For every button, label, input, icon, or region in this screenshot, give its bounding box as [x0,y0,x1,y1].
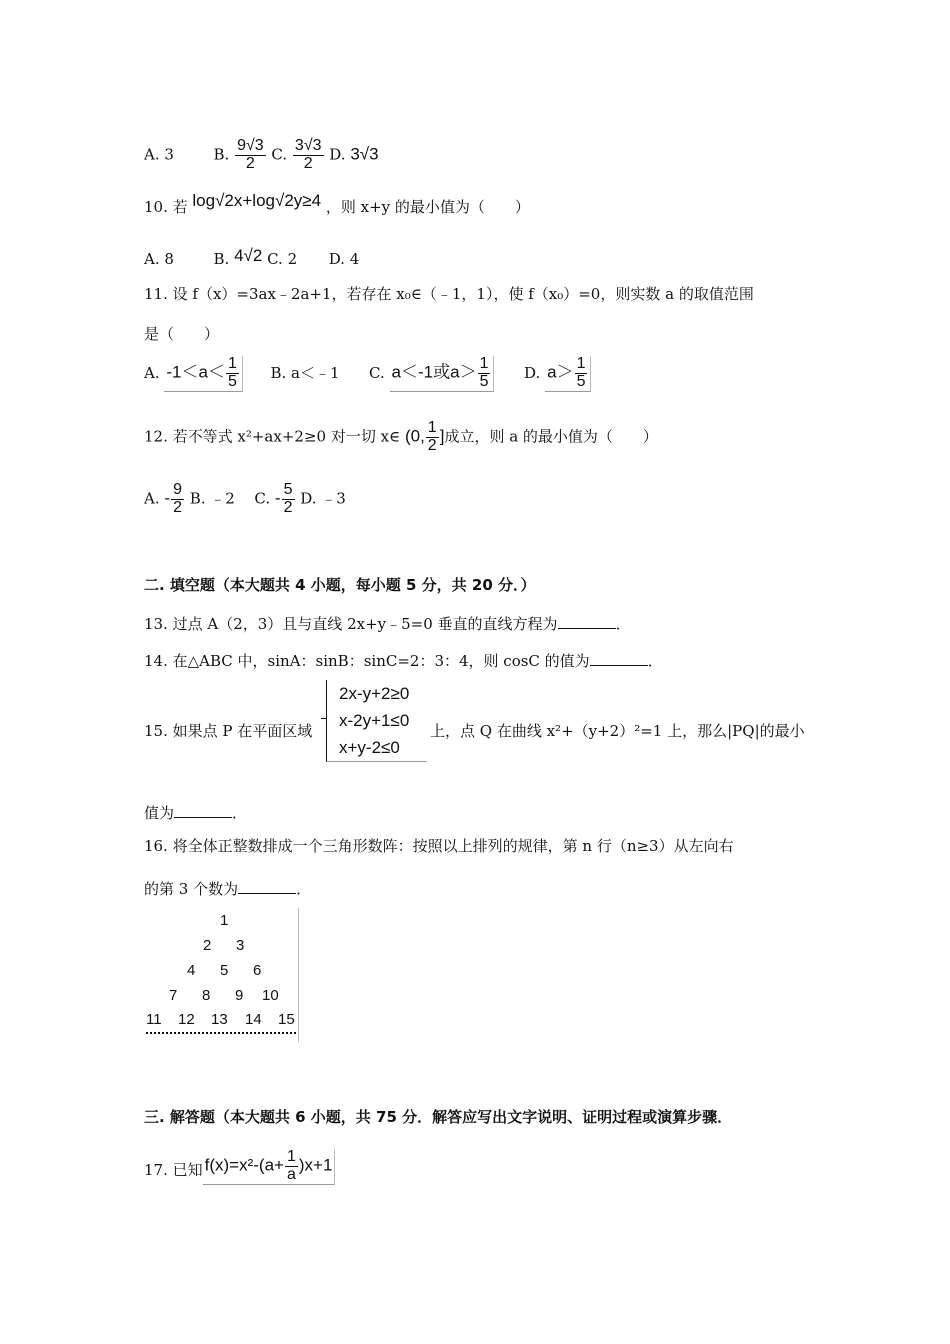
q9-option-a: A. 3 [144,145,174,164]
triangle-number: 5 [220,962,229,979]
q12-options [144,482,346,517]
q11-option-c-label: C. [369,363,385,382]
q9-option-b-fraction [235,138,266,173]
q10-option-b-label: B. [213,250,230,268]
q12-a-minus: - [164,488,171,508]
q15-line2 [144,803,247,821]
q14 [144,651,663,669]
q11-d-num: 1 [576,355,586,372]
q9-b-numerator: 9√3 [237,137,264,154]
q10-option-d: D. 4 [328,250,360,268]
triangle-number: 2 [203,937,212,954]
q12-interval-num: 1 [427,419,437,436]
q12-c-num: 5 [283,481,293,498]
q12-a-num: 9 [173,481,182,498]
triangle-number: 11 [146,1011,162,1028]
triangle-number: 8 [202,987,211,1004]
q11-option-b: B. a＜﹣1 [270,363,340,382]
q12-option-b: B. ﹣2 [189,489,235,508]
q12-stem [144,420,658,455]
q14-end: ． [647,652,663,670]
q12-option-c-label: C. [254,489,271,508]
triangle-number: 10 [262,987,279,1004]
q11-options [144,356,591,392]
q9-option-b-label: B. [213,145,230,164]
q15-answer-blank [174,803,232,818]
q13-end: ． [615,615,631,633]
q15-inequality-system [326,680,427,762]
q12-option-c-fraction [282,482,295,517]
q11-c-num: 1 [479,355,489,372]
q13-text: 13. 过点 A（2，3）且与直线 2x+y﹣5=0 垂直的直线方程为 [144,615,558,633]
q12-option-d: D. ﹣3 [300,489,346,508]
q10-options [144,246,360,268]
triangle-number: 13 [211,1011,228,1028]
q15-end: ． [232,804,248,822]
triangle-number: 14 [245,1011,262,1028]
q17 [144,1148,335,1189]
q12-a-den: 2 [173,498,182,516]
triangle-number: 4 [187,962,196,979]
q11-d-den: 5 [576,372,586,390]
q11-stem-line2: 是（ ） [144,325,220,343]
q12-interval-den: 2 [427,436,437,454]
q11-option-d-label: D. [524,363,541,382]
q12-suffix: 成立，则 a 的最小值为（ ） [444,427,658,446]
q17-expr-left: f(x)=x²-(a+ [204,1155,284,1175]
q15-suffix: 上，点 Q 在曲线 x²+（y+2）²=1 上，那么|PQ|的最小 [430,722,805,740]
q13 [144,614,631,632]
q16-answer-blank [238,879,296,894]
q15-inequality-3: x+y-2≤0 [339,738,400,757]
q17-frac-den: a [286,1165,296,1183]
q11-option-a-expr [164,356,242,392]
triangle-number: 9 [235,987,244,1004]
q11-a-inequality: -1＜a＜ [166,362,225,382]
q10-option-c: C. 2 [267,250,298,268]
q10-condition: log√2x+log√2y≥4 [192,191,322,210]
q12-interval-close: ] [439,426,445,446]
q12-option-a-fraction [171,482,184,517]
q12-interval-fraction [426,420,439,455]
q12-c-den: 2 [283,498,293,516]
q11-option-c-expr [390,356,495,392]
q16-line2-text: 的第 3 个数为 [144,880,239,898]
triangle-number: 6 [253,962,262,979]
section-2-heading: 二. 填空题（本大题共 4 小题，每小题 5 分，共 20 分．） [144,576,536,594]
q15-prefix: 15. 如果点 P 在平面区域 [144,722,313,740]
triangle-number: 1 [220,912,229,929]
q11-option-a-label: A. [144,363,160,382]
triangle-continuation-dots [146,1032,296,1034]
q14-answer-blank [590,651,648,666]
q15-inequality-1: 2x-y+2≥0 [339,684,410,703]
q12-interval-open: (0, [404,426,425,446]
q11-c-den: 5 [479,372,489,390]
q16-line2 [144,879,311,897]
q14-text: 14. 在△ABC 中，sinA：sinB：sinC=2：3：4，则 cosC 的值为 [144,652,590,670]
q11-c-inequality: a＜-1或a＞ [391,362,477,382]
q16-line1: 16. 将全体正整数排成一个三角形数阵：按照以上排列的规律，第 n 行（n≥3）从左向右 [144,837,734,855]
q9-c-denominator: 2 [303,154,313,172]
triangle-number: 12 [178,1011,195,1028]
triangle-number: 15 [278,1011,295,1028]
q9-option-d-value: 3√3 [350,144,379,164]
q10-option-a: A. 8 [144,250,174,268]
q9-options [144,138,379,173]
q9-option-c-label: C. [271,145,288,164]
q10-option-b-value: 4√2 [234,246,263,265]
section-3-heading: 三. 解答题（本大题共 6 小题，共 75 分．解答应写出文字说明、证明过程或演算步骤． [144,1108,733,1126]
q11-a-num: 1 [227,355,237,372]
q17-expr-right: )x+1 [298,1155,333,1175]
q12-option-a-label: A. [144,489,160,508]
triangle-number: 3 [236,937,245,954]
q11-a-den: 5 [227,372,237,390]
q16-end: ． [296,880,312,898]
q9-option-d-label: D. [329,145,346,164]
q9-c-numerator: 3√3 [294,137,322,154]
q10-suffix: ，则 x+y 的最小值为（ ） [325,198,530,216]
q10-stem [144,191,530,216]
q13-answer-blank [558,614,616,629]
number-triangle [144,908,299,1042]
q12-c-minus: - [274,488,281,508]
q11-d-inequality: a＞ [547,362,574,382]
q15-inequality-2: x-2y+1≤0 [339,711,410,730]
q11-option-d-expr [545,356,591,392]
q17-prefix: 17. 已知 [144,1160,203,1179]
q10-prefix: 10. 若 [144,198,188,216]
q9-option-c-fraction [293,138,324,173]
q15-line2-text: 值为 [144,804,175,822]
q12-prefix: 12. 若不等式 x²+ax+2≥0 对一切 x∈ [144,427,401,446]
q17-function-expr [203,1149,336,1185]
q11-stem-line1: 11. 设 f（x）=3ax﹣2a+1，若存在 x₀∈（﹣1，1），使 f（x₀）=0，则实数 a 的取值范围 [144,285,754,303]
q9-b-denominator: 2 [245,154,255,172]
q17-frac-num: 1 [286,1148,296,1165]
triangle-number: 7 [169,987,178,1004]
